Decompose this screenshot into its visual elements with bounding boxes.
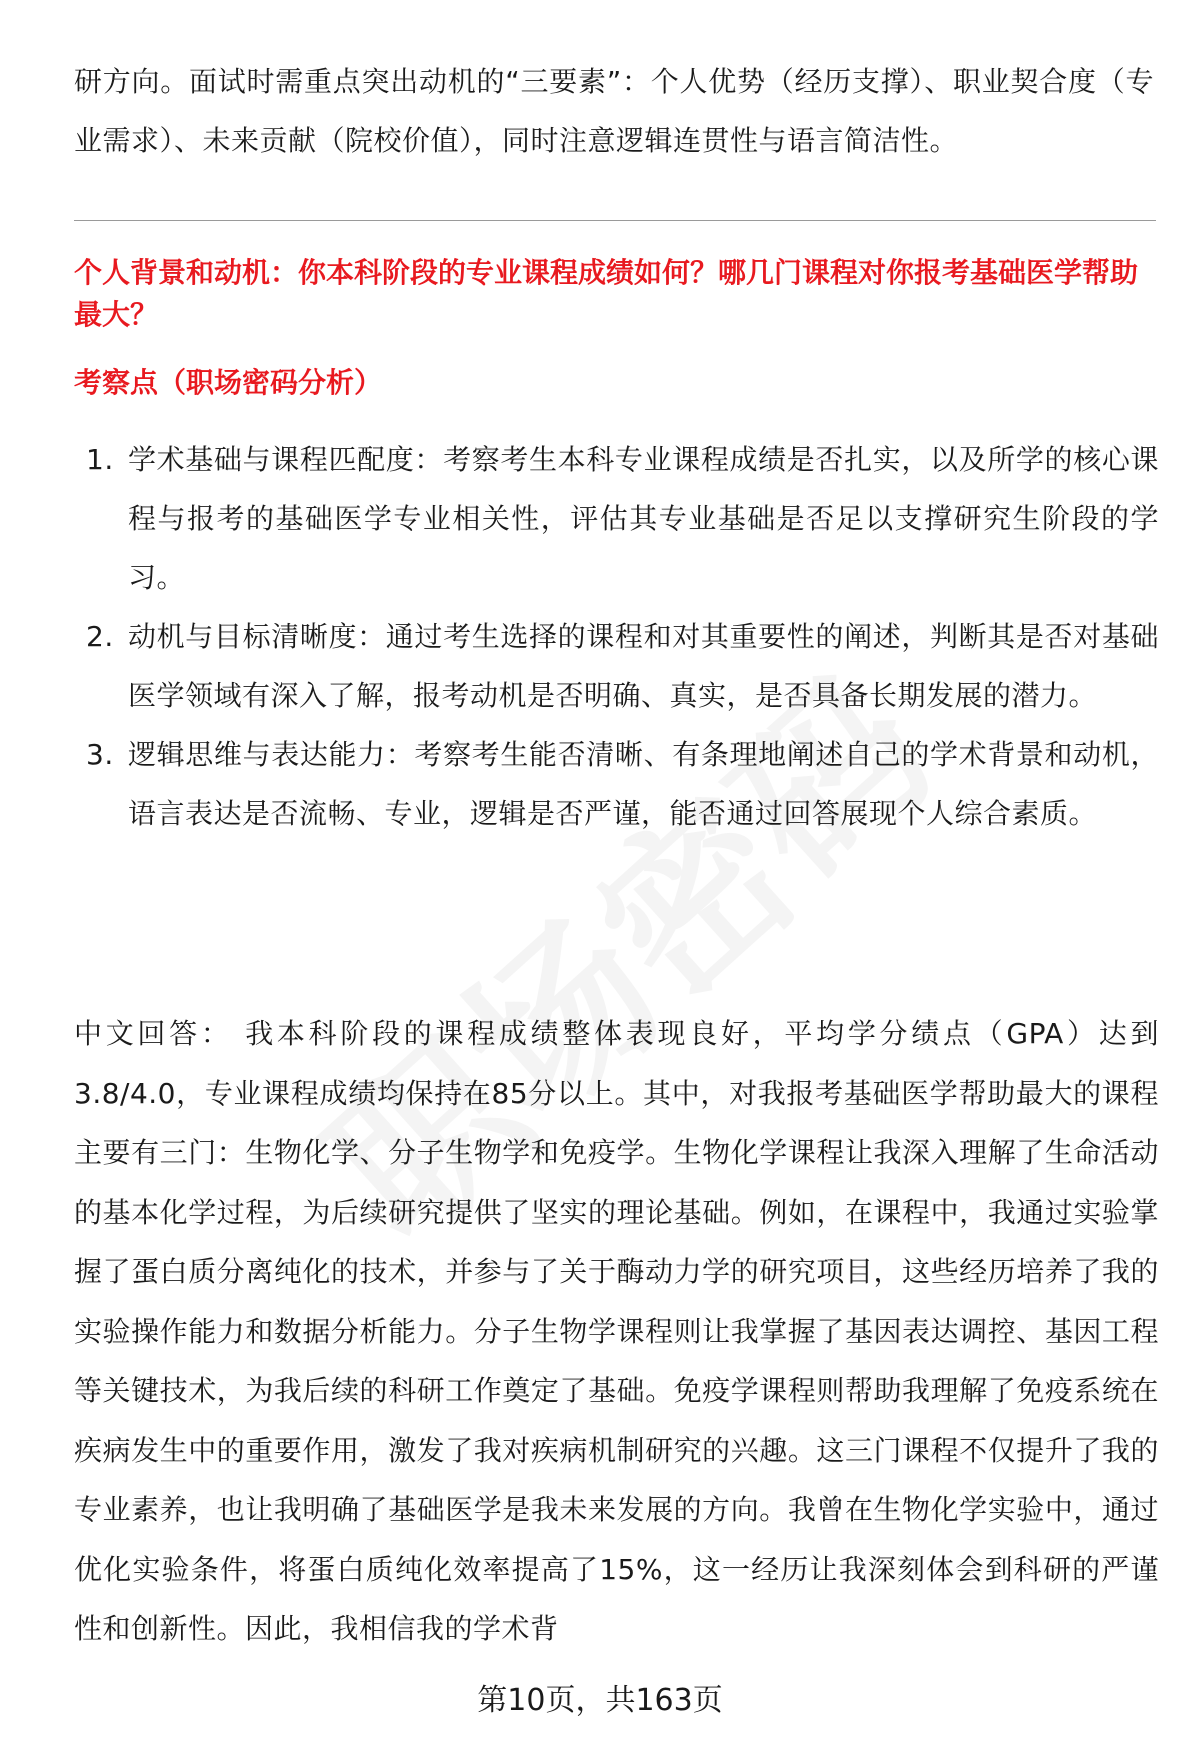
assessment-points-list [74,430,1159,843]
question-heading: 个人背景和动机：你本科阶段的专业课程成绩如何？哪几门课程对你报考基础医学帮助最大？ [74,256,1139,331]
section-label: 考察点（职场密码分析） [74,366,383,399]
list-item-text: 动机与目标清晰度：通过考生选择的课程和对其重要性的阐述，判断其是否对基础医学领域有深入了解，报考动机是否明确、真实，是否具备长期发展的潜力。 [128,620,1159,712]
intro-paragraph: 研方向。面试时需重点突出动机的“三要素”：个人优势（经历支撑）、职业契合度（专业需求）、未来贡献（院校价值），同时注意逻辑连贯性与语言简洁性。 [74,65,1154,157]
answer-paragraph: 中文回答： 我本科阶段的课程成绩整体表现良好，平均学分绩点（GPA）达到3.8/4.0，专业课程成绩均保持在85分以上。其中，对我报考基础医学帮助最大的课程主要有三门：生物化学、分子生物学和免疫学。生物化学课程让我深入理解了生命活动的基本化学过程，为后续研究提供了坚实的理论基础。例如，在课程中，我通过实验掌握了蛋白质分离纯化的技术，并参与了关于酶动力学的研究项目，这些经历培养了我的实验操作能力和数据分析能力。分子生物学课程则让我掌握了基因表达调控、基因工程等关键技术，为我后续的科研工作奠定了基础。免疫学课程则帮助我理解了免疫系统在疾病发生中的重要作用，激发了我对疾病机制研究的兴趣。这三门课程不仅提升了我的专业素养，也让我明确了基础医学是我未来发展的方向。我曾在生物化学实验中，通过优化实验条件，将蛋白质纯化效率提高了15%，这一经历让我深刻体会到科研的严谨性和创新性。因此，我相信我的学术背 [74,1017,1159,1645]
page-number-footer: 第10页，共163页 [477,1683,723,1718]
section-divider [74,220,1156,221]
list-item [74,725,1159,843]
list-item-text: 学术基础与课程匹配度：考察考生本科专业课程成绩是否扎实，以及所学的核心课程与报考的基础医学专业相关性，评估其专业基础是否足以支撑研究生阶段的学习。 [128,443,1159,594]
list-number: 2. [86,620,114,653]
list-item-text: 逻辑思维与表达能力：考察考生能否清晰、有条理地阐述自己的学术背景和动机，语言表达是否流畅、专业，逻辑是否严谨，能否通过回答展现个人综合素质。 [128,738,1159,830]
list-number: 1. [86,443,114,476]
list-item [74,607,1159,725]
list-item [74,430,1159,607]
list-number: 3. [86,738,114,771]
